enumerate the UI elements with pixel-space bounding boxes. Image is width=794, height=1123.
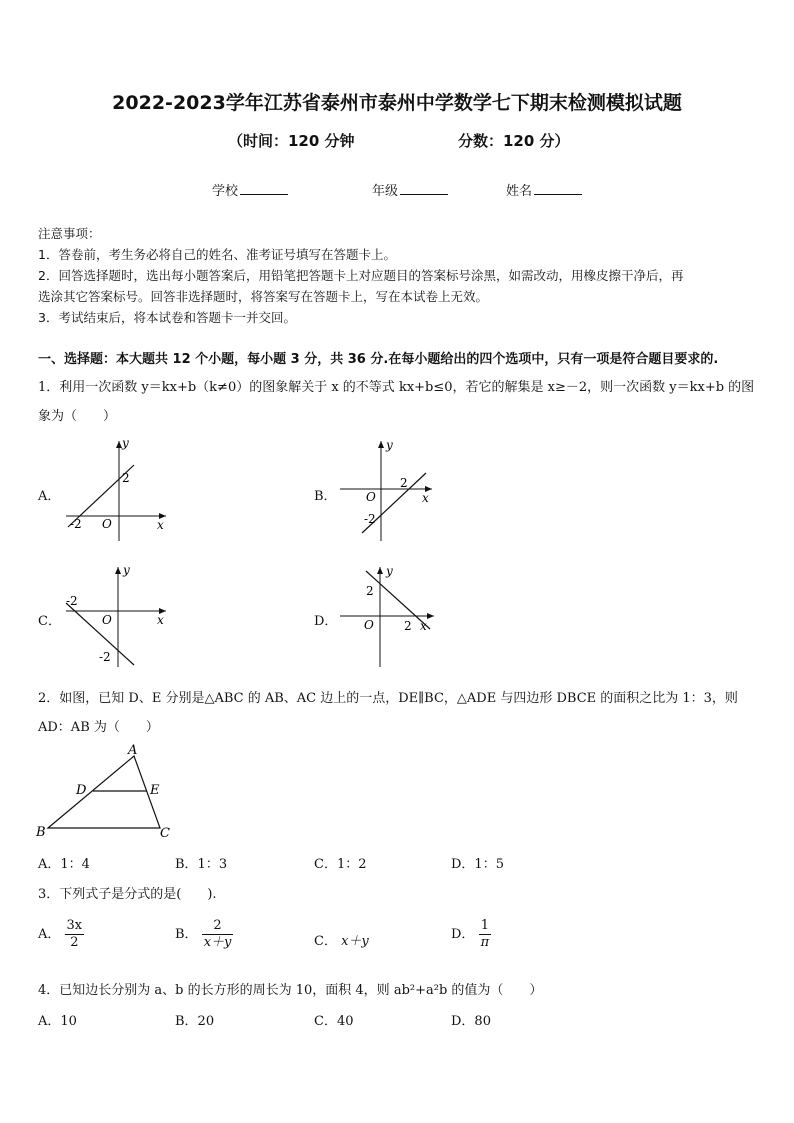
graph-b-label-neg2: -2: [364, 512, 376, 526]
graph-a-label-neg2: -2: [70, 517, 82, 531]
point-e-label: E: [150, 783, 160, 798]
origin-label: O: [366, 490, 376, 504]
question-2-text: 2．如图，已知 D、E 分别是△ABC 的 AB、AC 边上的一点，DE∥BC，△ADE 与四边形 DBCE 的面积之比为 1：3，则: [38, 691, 738, 706]
question-1-text-cont: 象为（ ）: [38, 409, 117, 424]
grade-label: 年级: [372, 184, 399, 199]
graph-b-label-2: 2: [400, 476, 408, 490]
school-label: 学校: [212, 184, 239, 199]
graph-d-label-2-x: 2: [404, 619, 412, 633]
q1-graph-c: [62, 563, 172, 671]
vertex-b-label: B: [36, 825, 46, 840]
origin-label: O: [102, 517, 112, 531]
grade-field: [372, 180, 448, 199]
page-title: 2022-2023学年江苏省泰州市泰州中学数学七下期末检测模拟试题: [112, 92, 682, 114]
y-axis-label: y: [386, 564, 393, 578]
origin-label: O: [102, 613, 112, 627]
note-item: 1．答卷前，考生务必将自己的姓名、准考证号填写在答题卡上。: [38, 247, 396, 262]
question-4-text: 4．已知边长分别为 a、b 的长方形的周长为 10，面积 4，则 ab²+a²b 的值为（ ）: [38, 983, 543, 998]
q4-option-b[interactable]: B．20: [175, 1014, 215, 1029]
graph-c-label-neg2-y: -2: [99, 650, 111, 664]
school-field: [212, 180, 288, 199]
denominator: x＋y: [203, 935, 232, 950]
q1-option-b[interactable]: B．: [314, 489, 337, 504]
q3-option-a[interactable]: [38, 918, 84, 951]
q3-option-d[interactable]: [451, 918, 491, 951]
q2-option-b[interactable]: B．1：3: [175, 857, 228, 872]
point-d-label: D: [76, 783, 87, 798]
numerator: 1: [479, 918, 492, 935]
origin-label: O: [364, 618, 374, 632]
vertex-c-label: C: [160, 826, 170, 841]
q4-option-a[interactable]: A．10: [38, 1014, 77, 1029]
note-item: 2．回答选择题时，选出每小题答案后，用铅笔把答题卡上对应题目的答案标号涂黑，如需改动，用橡皮擦干净后，再: [38, 268, 684, 283]
q1-graph-b: [336, 437, 446, 545]
note-item: 3．考试结束后，将本试卷和答题卡一并交回。: [38, 310, 296, 325]
q4-option-c[interactable]: C．40: [314, 1014, 354, 1029]
q1-option-a[interactable]: A．: [38, 489, 61, 504]
x-axis-label: x: [157, 518, 164, 532]
exam-time: （时间：120 分钟: [228, 132, 355, 150]
name-label: 姓名: [506, 184, 533, 199]
numerator: 3x: [66, 918, 83, 933]
graph-d-label-2-y: 2: [366, 584, 374, 598]
expression: x＋y: [341, 934, 369, 949]
vertex-a-label: A: [128, 743, 138, 758]
section-heading: 一、选择题：本大题共 12 个小题，每小题 3 分，共 36 分.在每小题给出的四个选项中，只有一项是符合题目要求的.: [38, 352, 719, 367]
denominator: 2: [70, 935, 79, 950]
q3-option-b-prefix: B．: [175, 927, 198, 942]
graph-c-label-neg2-x: -2: [66, 594, 78, 608]
q1-option-d[interactable]: D．: [314, 614, 338, 629]
question-3-text: 3．下列式子是分式的是( ).: [38, 887, 217, 902]
q1-graph-a: [62, 437, 172, 545]
q4-option-d[interactable]: D．80: [451, 1014, 491, 1029]
y-axis-label: y: [386, 438, 393, 452]
q1-graph-d: [336, 563, 446, 671]
q2-triangle-figure: [34, 742, 179, 842]
fraction: [65, 918, 85, 951]
q2-option-d[interactable]: D．1：5: [451, 857, 504, 872]
school-blank: [240, 182, 288, 195]
x-axis-label: x: [422, 491, 429, 505]
name-field: [506, 180, 582, 199]
q3-option-c-prefix: C．: [314, 934, 337, 949]
denominator: π: [480, 935, 490, 950]
q3-option-a-prefix: A．: [38, 927, 61, 942]
graph-a-label-2: 2: [122, 471, 130, 485]
q3-option-c[interactable]: [314, 930, 369, 949]
x-axis-label: x: [420, 619, 427, 633]
q1-option-c[interactable]: C．: [38, 614, 61, 629]
question-2-text-cont: AD：AB 为（ ）: [38, 720, 159, 735]
numerator: 2: [202, 918, 234, 935]
q3-option-d-prefix: D．: [451, 927, 475, 942]
y-axis-label: y: [123, 563, 130, 577]
x-axis-label: x: [157, 613, 164, 627]
fraction: [202, 918, 234, 951]
name-blank: [534, 182, 582, 195]
q2-option-a[interactable]: A．1：4: [38, 857, 90, 872]
note-item: 选涂其它答案标号。回答非选择题时，将答案写在答题卡上，写在本试卷上无效。: [38, 289, 489, 304]
notes-heading: 注意事项：: [38, 226, 101, 241]
exam-score: 分数：120 分）: [458, 132, 570, 150]
q2-option-c[interactable]: C．1：2: [314, 857, 367, 872]
question-1-text: 1．利用一次函数 y＝kx+b（k≠0）的图象解关于 x 的不等式 kx+b≤0，若它的解集是 x≥－2，则一次函数 y＝kx+b 的图: [38, 380, 755, 395]
grade-blank: [400, 182, 448, 195]
fraction: [479, 918, 492, 951]
y-axis-label: y: [122, 437, 129, 450]
q3-option-b[interactable]: [175, 918, 233, 951]
